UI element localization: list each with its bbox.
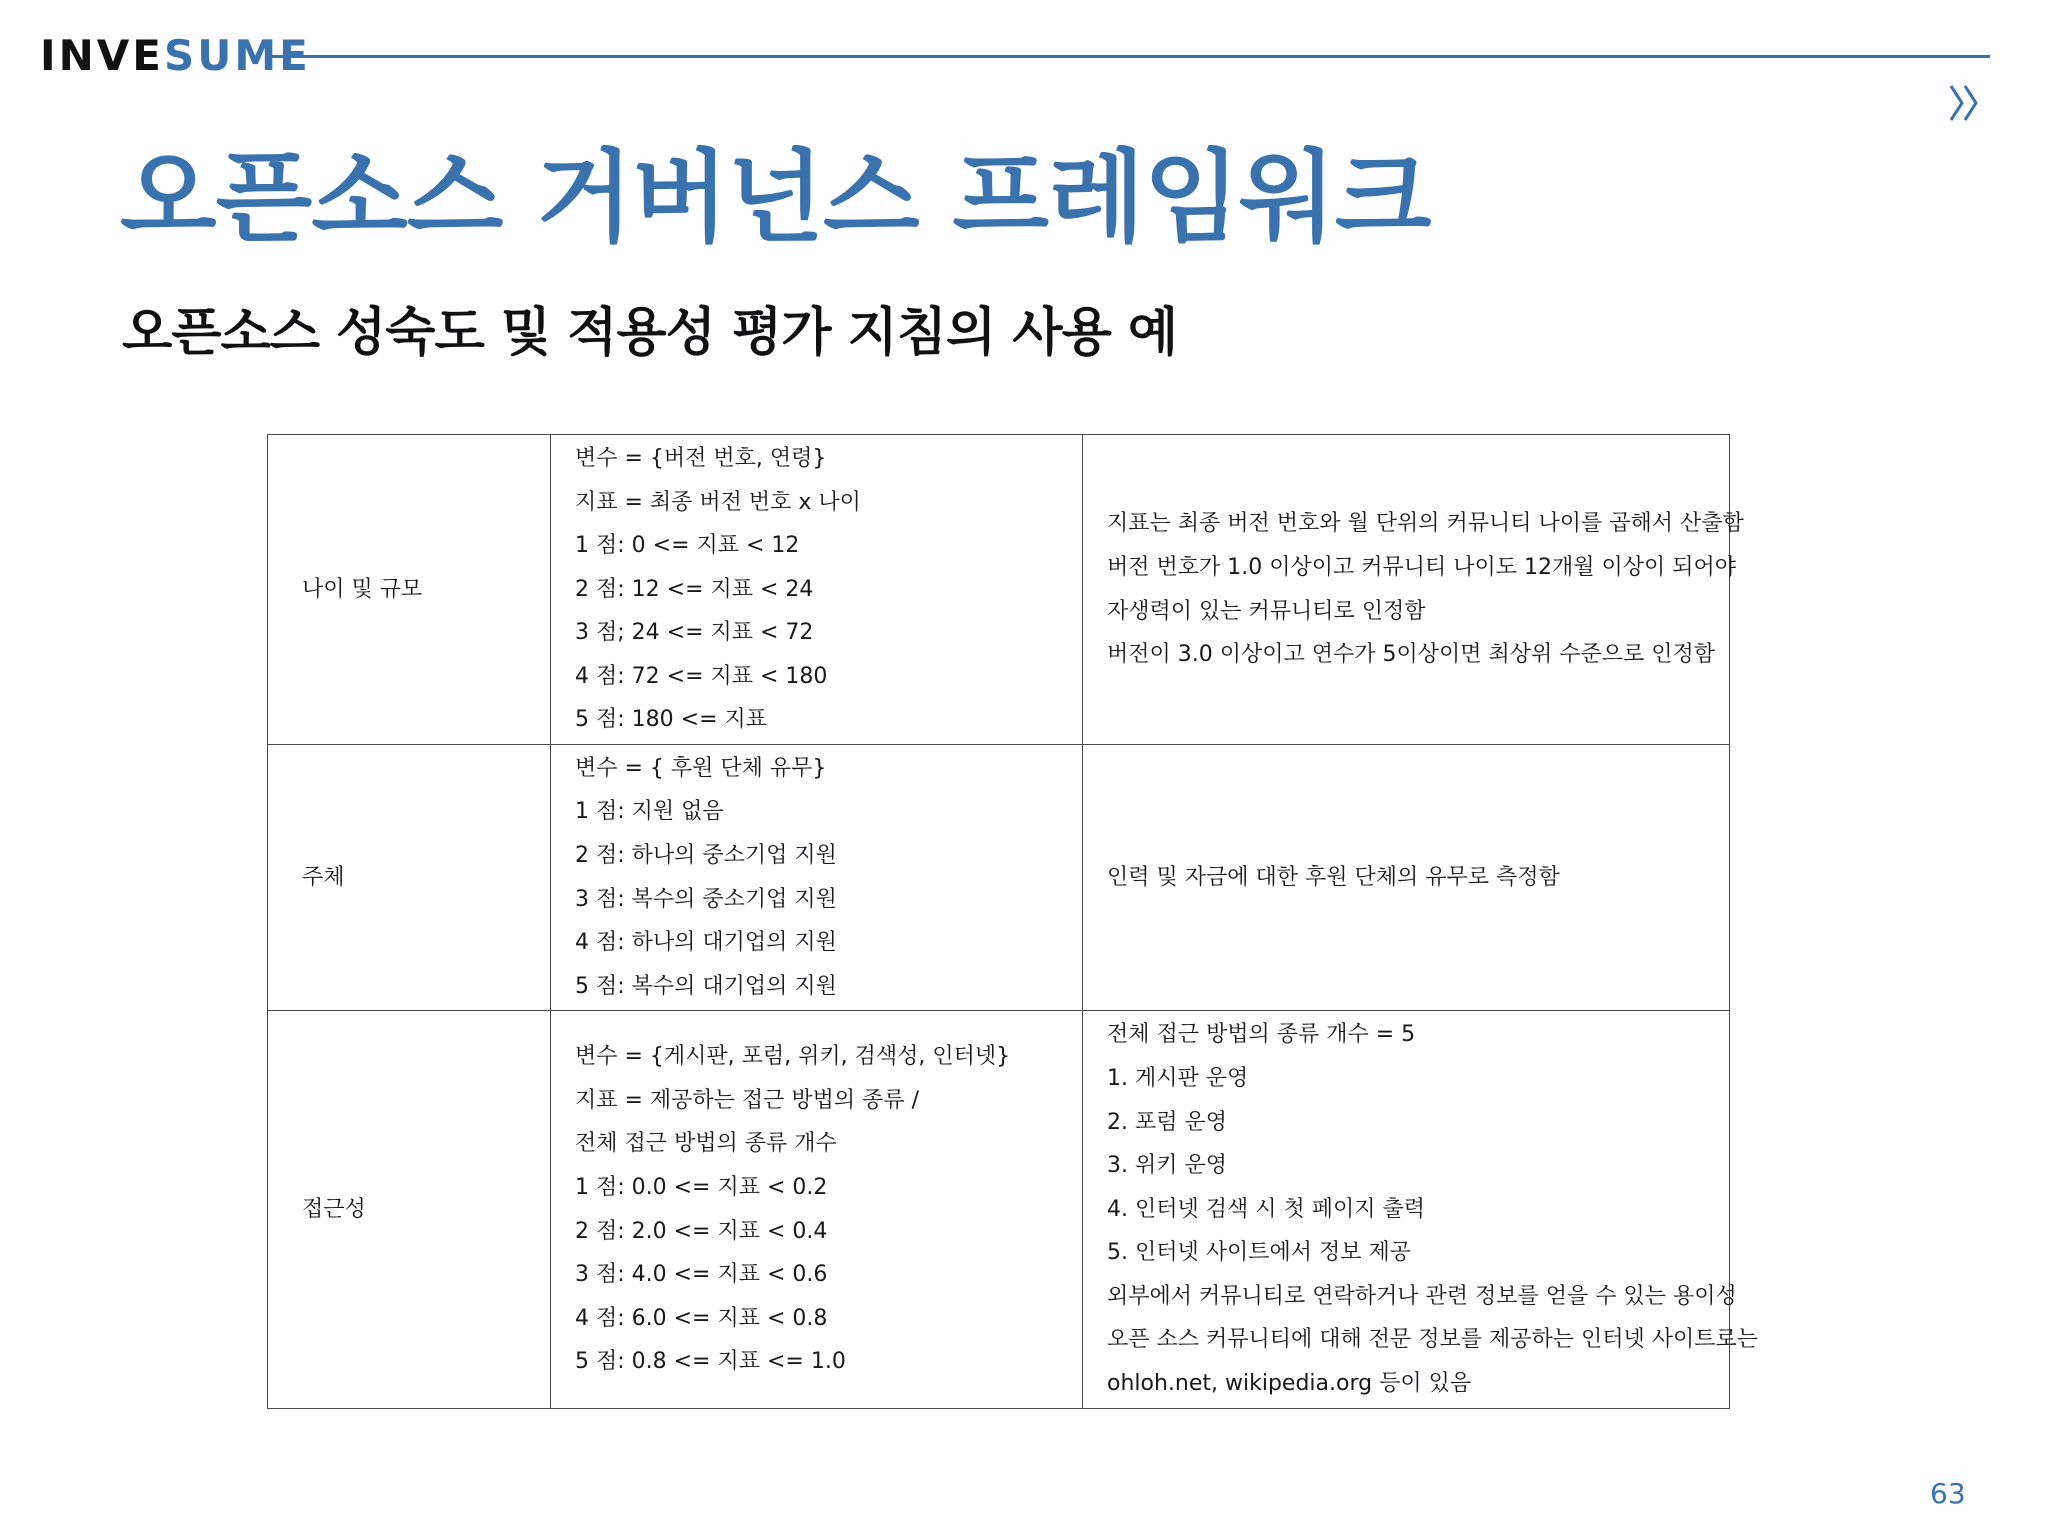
description-line: 버전이 3.0 이상이고 연수가 5이상이면 최상위 수준으로 인정함 — [1107, 642, 1715, 668]
description-line: 오픈 소스 커뮤니티에 대해 전문 정보를 제공하는 인터넷 사이트로는 — [1107, 1327, 1759, 1353]
page-number: 63 — [1930, 1477, 1966, 1510]
description-line: 5. 인터넷 사이트에서 정보 제공 — [1107, 1240, 1411, 1266]
category-cell — [268, 745, 551, 1011]
description-line: ohloh.net, wikipedia.org 등이 있음 — [1107, 1371, 1472, 1397]
evaluation-table — [267, 434, 1759, 1409]
page-title: 오픈소스 거버넌스 프레임워크 — [120, 139, 1431, 256]
criteria-line: 지표 = 제공하는 접근 방법의 종류 / — [575, 1087, 920, 1113]
criteria-line: 4 점: 72 <= 지표 < 180 — [575, 663, 828, 689]
description-line: 자생력이 있는 커뮤니티로 인정함 — [1107, 598, 1426, 624]
description-line: 1. 게시판 운영 — [1107, 1065, 1249, 1091]
criteria-line: 변수 = {게시판, 포럼, 위키, 검색성, 인터넷} — [575, 1044, 1011, 1070]
criteria-cell — [551, 745, 1083, 1011]
criteria-line: 3 점: 복수의 중소기업 지원 — [575, 886, 837, 912]
category-label: 접근성 — [302, 1196, 366, 1222]
logo-text-dark: INVE — [40, 31, 164, 80]
table-row — [268, 1011, 1730, 1409]
description-line: 전체 접근 방법의 종류 개수 = 5 — [1107, 1022, 1416, 1048]
criteria-line: 3 점: 4.0 <= 지표 < 0.6 — [575, 1262, 828, 1288]
logo-text-blue: SUME — [163, 31, 311, 80]
criteria-line: 4 점: 하나의 대기업의 지원 — [575, 930, 837, 956]
criteria-cell — [551, 435, 1083, 745]
category-label: 주체 — [302, 864, 345, 890]
description-cell — [1083, 1011, 1759, 1409]
criteria-line: 1 점: 0 <= 지표 < 12 — [575, 533, 800, 559]
criteria-line: 변수 = { 후원 단체 유무} — [575, 755, 827, 781]
category-label: 나이 및 규모 — [302, 576, 423, 602]
description-line: 인력 및 자금에 대한 후원 단체의 유무로 측정함 — [1107, 864, 1560, 890]
criteria-line: 5 점: 복수의 대기업의 지원 — [575, 973, 837, 999]
criteria-line: 5 점: 180 <= 지표 — [575, 707, 767, 733]
description-line: 지표는 최종 버전 번호와 월 단위의 커뮤니티 나이를 곱해서 산출함 — [1107, 511, 1744, 537]
criteria-line: 4 점: 6.0 <= 지표 < 0.8 — [575, 1305, 828, 1331]
criteria-line: 2 점: 2.0 <= 지표 < 0.4 — [575, 1218, 828, 1244]
description-line: 2. 포럼 운영 — [1107, 1109, 1227, 1135]
criteria-line: 변수 = {버전 번호, 연령} — [575, 445, 827, 471]
criteria-line: 1 점: 0.0 <= 지표 < 0.2 — [575, 1174, 828, 1200]
criteria-line: 2 점: 12 <= 지표 < 24 — [575, 576, 814, 602]
description-line: 4. 인터넷 검색 시 첫 페이지 출력 — [1107, 1196, 1425, 1222]
page-subtitle: 오픈소스 성숙도 및 적용성 평가 지침의 사용 예 — [122, 303, 1178, 363]
criteria-line: 전체 접근 방법의 종류 개수 — [575, 1131, 837, 1157]
description-line: 외부에서 커뮤니티로 연락하거나 관련 정보를 얻을 수 있는 용이성 — [1107, 1283, 1737, 1309]
category-cell — [268, 435, 551, 745]
criteria-line: 1 점: 지원 없음 — [575, 799, 724, 825]
table-row — [268, 745, 1730, 1011]
header-divider — [270, 55, 1990, 58]
criteria-line: 2 점: 하나의 중소기업 지원 — [575, 842, 837, 868]
description-cell — [1083, 745, 1730, 1011]
criteria-cell — [551, 1011, 1083, 1409]
description-line: 버전 번호가 1.0 이상이고 커뮤니티 나이도 12개월 이상이 되어야 — [1107, 554, 1736, 580]
criteria-line: 5 점: 0.8 <= 지표 <= 1.0 — [575, 1349, 846, 1375]
description-line: 3. 위키 운영 — [1107, 1153, 1227, 1179]
double-chevron-right-icon[interactable] — [1945, 78, 1985, 128]
criteria-line: 지표 = 최종 버전 번호 x 나이 — [575, 489, 861, 515]
criteria-line: 3 점; 24 <= 지표 < 72 — [575, 620, 814, 646]
description-cell — [1083, 435, 1744, 745]
category-cell — [268, 1011, 551, 1409]
table-row — [268, 435, 1730, 745]
